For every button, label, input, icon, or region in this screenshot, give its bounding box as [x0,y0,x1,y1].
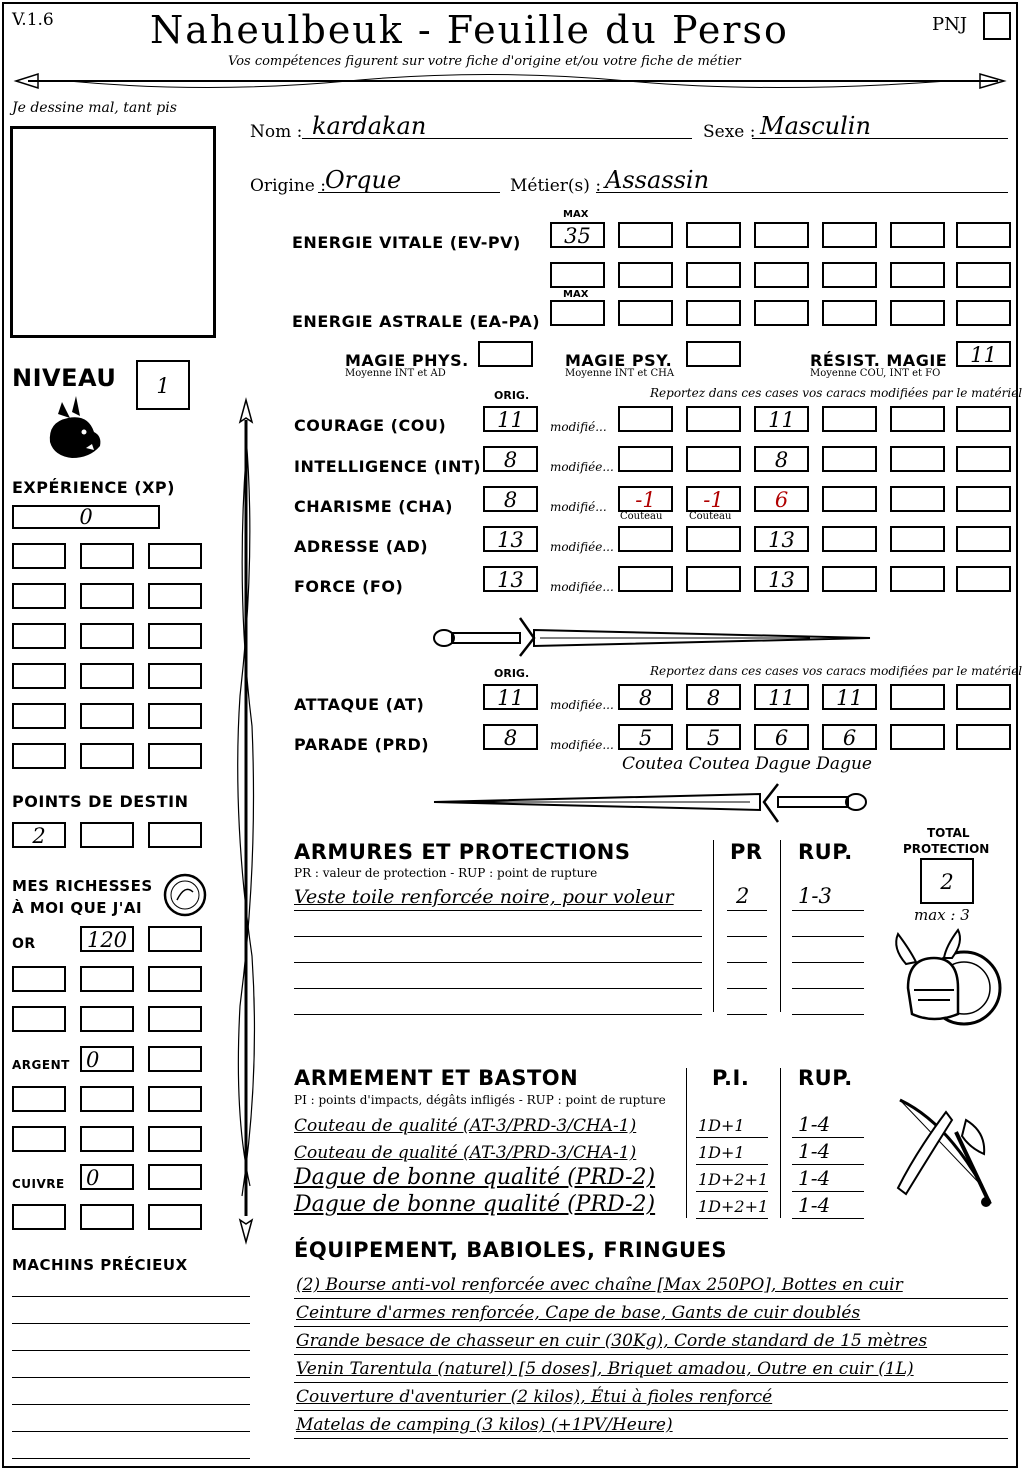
equipement-line[interactable]: Couverture d'aventurier (2 kilos), Étui à fioles renforcé [296,1387,773,1407]
cou-modif-box[interactable] [890,406,945,432]
ev-box[interactable] [754,222,809,248]
ad-modif-box[interactable]: 13 [754,526,809,552]
magie-phys-label: MAGIE PHYS. [345,351,469,370]
equipement-line[interactable]: (2) Bourse anti-vol renforcée avec chaîne [Max 250PO], Bottes en cuir [296,1275,903,1295]
xp-grid-box[interactable] [12,663,66,689]
cuivre-box[interactable] [148,1204,202,1230]
int-label: INTELLIGENCE (INT) [294,457,482,476]
int-modif-box[interactable] [890,446,945,472]
xp-box[interactable]: 0 [12,505,160,529]
argent-box[interactable] [12,1126,66,1152]
ea-box[interactable] [618,300,673,326]
at-label: ATTAQUE (AT) [294,695,425,714]
xp-grid-box[interactable] [148,583,202,609]
magie-psy-label: MAGIE PSY. [565,351,673,370]
at-modif-box[interactable]: 11 [822,684,877,710]
ea-max-label: MAX [563,289,589,300]
cha-modif-label: modifié... [550,500,607,514]
richesses-label-2: À MOI QUE J'AI [12,899,143,917]
arme-pi[interactable]: 1D+2+1 [698,1170,769,1189]
arme-name[interactable]: Dague de bonne qualité (PRD-2) [294,1165,656,1190]
ev-box[interactable] [822,262,877,288]
ev-box[interactable] [822,222,877,248]
sword-icon [430,780,870,826]
xp-grid-box[interactable] [148,703,202,729]
ad-modif-label: modifiée... [550,540,614,554]
cha-note: Couteau [689,511,732,522]
magie-phys-box[interactable] [478,341,533,367]
prd-modif-box[interactable]: 6 [822,724,877,750]
xp-grid-box[interactable] [12,703,66,729]
fo-modif-label: modifiée... [550,580,614,594]
fo-modif-box[interactable] [686,566,741,592]
arme-pi[interactable]: 1D+1 [698,1143,745,1162]
at-modif-label: modifiée... [550,698,614,712]
xp-label: EXPÉRIENCE (XP) [12,478,175,497]
combat-orig-label: ORIG. [494,667,530,680]
xp-grid-box[interactable] [12,583,66,609]
total-protection-label-2: PROTECTION [903,842,990,856]
prd-modif-label: modifiée... [550,738,614,752]
xp-grid-box[interactable] [80,743,134,769]
cuivre-box[interactable] [148,1164,202,1190]
cuivre-label: CUIVRE [12,1177,65,1191]
cha-modif-box[interactable]: -1 [686,486,741,512]
cuivre-box[interactable] [80,1204,134,1230]
cha-modif-box[interactable] [890,486,945,512]
xp-grid-box[interactable] [80,583,134,609]
cuivre-box[interactable] [12,1204,66,1230]
coin-icon [162,872,208,918]
argent-label: ARGENT [12,1058,70,1072]
cha-modif-box[interactable]: -1 [618,486,673,512]
ev-box[interactable] [956,222,1011,248]
ev-box[interactable] [686,262,741,288]
pnj-label: PNJ [932,14,968,35]
xp-grid-box[interactable] [12,623,66,649]
argent-box[interactable]: 0 [80,1046,134,1072]
staff-icon [226,396,266,1246]
ev-box[interactable] [618,222,673,248]
magie-psy-box[interactable] [686,341,741,367]
at-orig-box[interactable]: 11 [483,684,538,710]
xp-grid-box[interactable] [148,743,202,769]
ea-box[interactable] [686,300,741,326]
magie-psy-note: Moyenne INT et CHA [565,368,675,379]
armures-pr-header: PR [730,840,763,864]
or-box[interactable] [12,966,66,992]
cha-modif-box[interactable] [822,486,877,512]
fo-orig-box[interactable]: 13 [483,566,538,592]
armure-rup[interactable]: 1-3 [798,884,832,908]
armures-note: PR : valeur de protection - RUP : point de rupture [294,866,598,880]
cou-label: COURAGE (COU) [294,416,447,435]
or-box[interactable] [148,1006,202,1032]
arme-pi[interactable]: 1D+2+1 [698,1197,769,1216]
armure-pr[interactable]: 2 [736,884,750,908]
resist-magie-note: Moyenne COU, INT et FO [810,368,941,379]
portrait-box[interactable] [10,126,216,338]
or-box[interactable] [12,1006,66,1032]
cou-modif-box[interactable] [686,406,741,432]
fo-modif-box[interactable]: 13 [754,566,809,592]
version-label: V.1.6 [12,10,54,30]
int-modif-box[interactable]: 8 [754,446,809,472]
arme-name[interactable]: Dague de bonne qualité (PRD-2) [294,1192,656,1217]
arme-pi[interactable]: 1D+1 [698,1116,745,1135]
xp-grid-box[interactable] [80,663,134,689]
ad-label: ADRESSE (AD) [294,537,429,556]
ev-box[interactable] [618,262,673,288]
origine-value[interactable]: Orque [325,166,402,194]
prd-modif-box[interactable]: 6 [754,724,809,750]
or-box[interactable]: 120 [80,926,134,952]
metier-value[interactable]: Assassin [605,166,710,194]
argent-box[interactable] [80,1126,134,1152]
arme-name[interactable]: Couteau de qualité (AT-3/PRD-3/CHA-1) [294,1143,637,1163]
or-box[interactable] [80,966,134,992]
ad-modif-box[interactable] [956,526,1011,552]
xp-grid-box[interactable] [80,623,134,649]
cha-modif-box[interactable]: 6 [754,486,809,512]
cou-modif-box[interactable] [618,406,673,432]
equipement-line[interactable]: Grande besace de chasseur en cuir (30Kg), Corde standard de 15 mètres [296,1331,928,1351]
equipement-line[interactable]: Venin Tarentula (naturel) [5 doses], Briquet amadou, Outre en cuir (1L) [296,1359,914,1379]
ad-modif-box[interactable] [822,526,877,552]
armement-pi-header: P.I. [712,1066,750,1090]
page-title: Naheulbeuk - Feuille du Perso [150,8,789,52]
equipement-line[interactable]: Ceinture d'armes renforcée, Cape de base, Gants de cuir doublés [296,1303,861,1323]
prd-modif-box[interactable] [956,724,1011,750]
destin-label: POINTS DE DESTIN [12,792,189,811]
ev-box[interactable] [686,222,741,248]
or-label: OR [12,936,36,952]
argent-box[interactable] [148,1126,202,1152]
at-modif-box[interactable]: 8 [618,684,673,710]
caracs-report-note: Reportez dans ces cases vos caracs modifiées par le matériel [650,386,1023,400]
armement-title: ARMEMENT ET BASTON [294,1066,579,1090]
arme-rup[interactable]: 1-4 [798,1166,831,1190]
xp-grid-box[interactable] [148,663,202,689]
cuivre-box[interactable]: 0 [80,1164,134,1190]
ev-box[interactable] [754,262,809,288]
niveau-box[interactable]: 1 [136,360,190,410]
cou-modif-label: modifié... [550,420,607,434]
destin-box[interactable] [80,822,134,848]
weapon-notes: Coutea Coutea Dague Dague [622,754,872,774]
arme-rup[interactable]: 1-4 [798,1139,831,1163]
destin-box[interactable] [148,822,202,848]
int-modif-box[interactable] [822,446,877,472]
total-protection-box[interactable]: 2 [920,858,974,904]
destin-box[interactable]: 2 [12,822,66,848]
ea-box[interactable] [754,300,809,326]
fo-modif-box[interactable] [890,566,945,592]
argent-box[interactable] [12,1086,66,1112]
caracs-orig-label: ORIG. [494,389,530,402]
weapons-icon [886,1092,1006,1212]
origine-label: Origine : [250,176,326,196]
argent-box[interactable] [148,1046,202,1072]
or-box[interactable] [148,966,202,992]
prd-modif-box[interactable]: 5 [618,724,673,750]
equipement-title: ÉQUIPEMENT, BABIOLES, FRINGUES [294,1238,727,1262]
xp-grid-box[interactable] [80,703,134,729]
resist-magie-box[interactable]: 11 [956,341,1011,367]
armement-rup-header: RUP. [798,1066,853,1090]
ad-modif-box[interactable] [618,526,673,552]
armures-title: ARMURES ET PROTECTIONS [294,840,631,864]
niveau-label: NIVEAU [12,364,117,392]
sword-icon [430,612,880,658]
ad-orig-box[interactable]: 13 [483,526,538,552]
cou-modif-box[interactable] [822,406,877,432]
arme-rup[interactable]: 1-4 [798,1193,831,1217]
page-subtitle: Vos compétences figurent sur votre fiche d'origine et/ou votre fiche de métier [228,54,741,69]
metier-label: Métier(s) : [510,176,602,196]
cou-modif-box[interactable]: 11 [754,406,809,432]
prd-orig-box[interactable]: 8 [483,724,538,750]
ev-max-label: MAX [563,209,589,220]
sexe-value[interactable]: Masculin [760,112,871,140]
dragon-head-icon [42,392,106,464]
ad-modif-box[interactable] [686,526,741,552]
xp-grid-box[interactable] [148,623,202,649]
xp-grid-box[interactable] [12,543,66,569]
fo-modif-box[interactable] [822,566,877,592]
cha-label: CHARISME (CHA) [294,497,453,516]
int-modif-label: modifiée... [550,460,614,474]
int-modif-box[interactable] [956,446,1011,472]
ev-box[interactable] [550,262,605,288]
nom-value[interactable]: kardakan [312,112,427,140]
xp-grid-box[interactable] [148,543,202,569]
cou-modif-box[interactable] [956,406,1011,432]
armures-rup-header: RUP. [798,840,853,864]
ad-modif-box[interactable] [890,526,945,552]
armement-note: PI : points d'impacts, dégâts infligés - RUP : point de rupture [294,1093,666,1107]
xp-grid-box[interactable] [80,543,134,569]
cou-orig-box[interactable]: 11 [483,406,538,432]
ev-box[interactable] [956,262,1011,288]
or-box[interactable] [80,1006,134,1032]
ev-max-box[interactable]: 35 [550,222,605,248]
or-box[interactable] [148,926,202,952]
prd-modif-box[interactable] [890,724,945,750]
cha-orig-box[interactable]: 8 [483,486,538,512]
resist-magie-label: RÉSIST. MAGIE [810,351,948,370]
ev-label: ENERGIE VITALE (EV-PV) [292,233,521,252]
pnj-checkbox[interactable] [983,12,1011,40]
int-orig-box[interactable]: 8 [483,446,538,472]
arme-rup[interactable]: 1-4 [798,1112,831,1136]
at-modif-box[interactable]: 8 [686,684,741,710]
argent-box[interactable] [80,1086,134,1112]
at-modif-box[interactable] [956,684,1011,710]
spear-divider-icon [8,66,1012,96]
ev-box[interactable] [890,262,945,288]
prd-label: PARADE (PRD) [294,735,430,754]
equipement-line[interactable]: Matelas de camping (3 kilos) (+1PV/Heure) [296,1415,673,1435]
combat-report-note: Reportez dans ces cases vos caracs modifiées par le matériel [650,664,1023,678]
fo-modif-box[interactable] [956,566,1011,592]
ea-box[interactable] [956,300,1011,326]
helmet-shield-icon [888,928,1008,1048]
at-modif-box[interactable]: 11 [754,684,809,710]
magie-phys-note: Moyenne INT et AD [345,368,446,379]
fo-label: FORCE (FO) [294,577,404,596]
ea-box[interactable] [890,300,945,326]
richesses-label: MES RICHESSES [12,877,153,895]
ea-box[interactable] [822,300,877,326]
machins-label: MACHINS PRÉCIEUX [12,1256,188,1274]
ev-box[interactable] [890,222,945,248]
at-modif-box[interactable] [890,684,945,710]
total-protection-max: max : 3 [914,906,970,924]
prd-modif-box[interactable]: 5 [686,724,741,750]
fo-modif-box[interactable] [618,566,673,592]
nom-label: Nom : [250,122,303,142]
ea-max-box[interactable] [550,300,605,326]
int-modif-box[interactable] [686,446,741,472]
arme-name[interactable]: Couteau de qualité (AT-3/PRD-3/CHA-1) [294,1116,637,1136]
xp-grid-box[interactable] [12,743,66,769]
int-modif-box[interactable] [618,446,673,472]
argent-box[interactable] [148,1086,202,1112]
total-protection-label: TOTAL [927,826,970,840]
cha-note: Couteau [620,511,663,522]
cha-modif-box[interactable] [956,486,1011,512]
armure-name[interactable]: Veste toile renforcée noire, pour voleur [294,886,674,908]
portrait-caption: Je dessine mal, tant pis [12,100,177,116]
sexe-label: Sexe : [703,122,756,142]
ea-label: ENERGIE ASTRALE (EA-PA) [292,312,541,331]
